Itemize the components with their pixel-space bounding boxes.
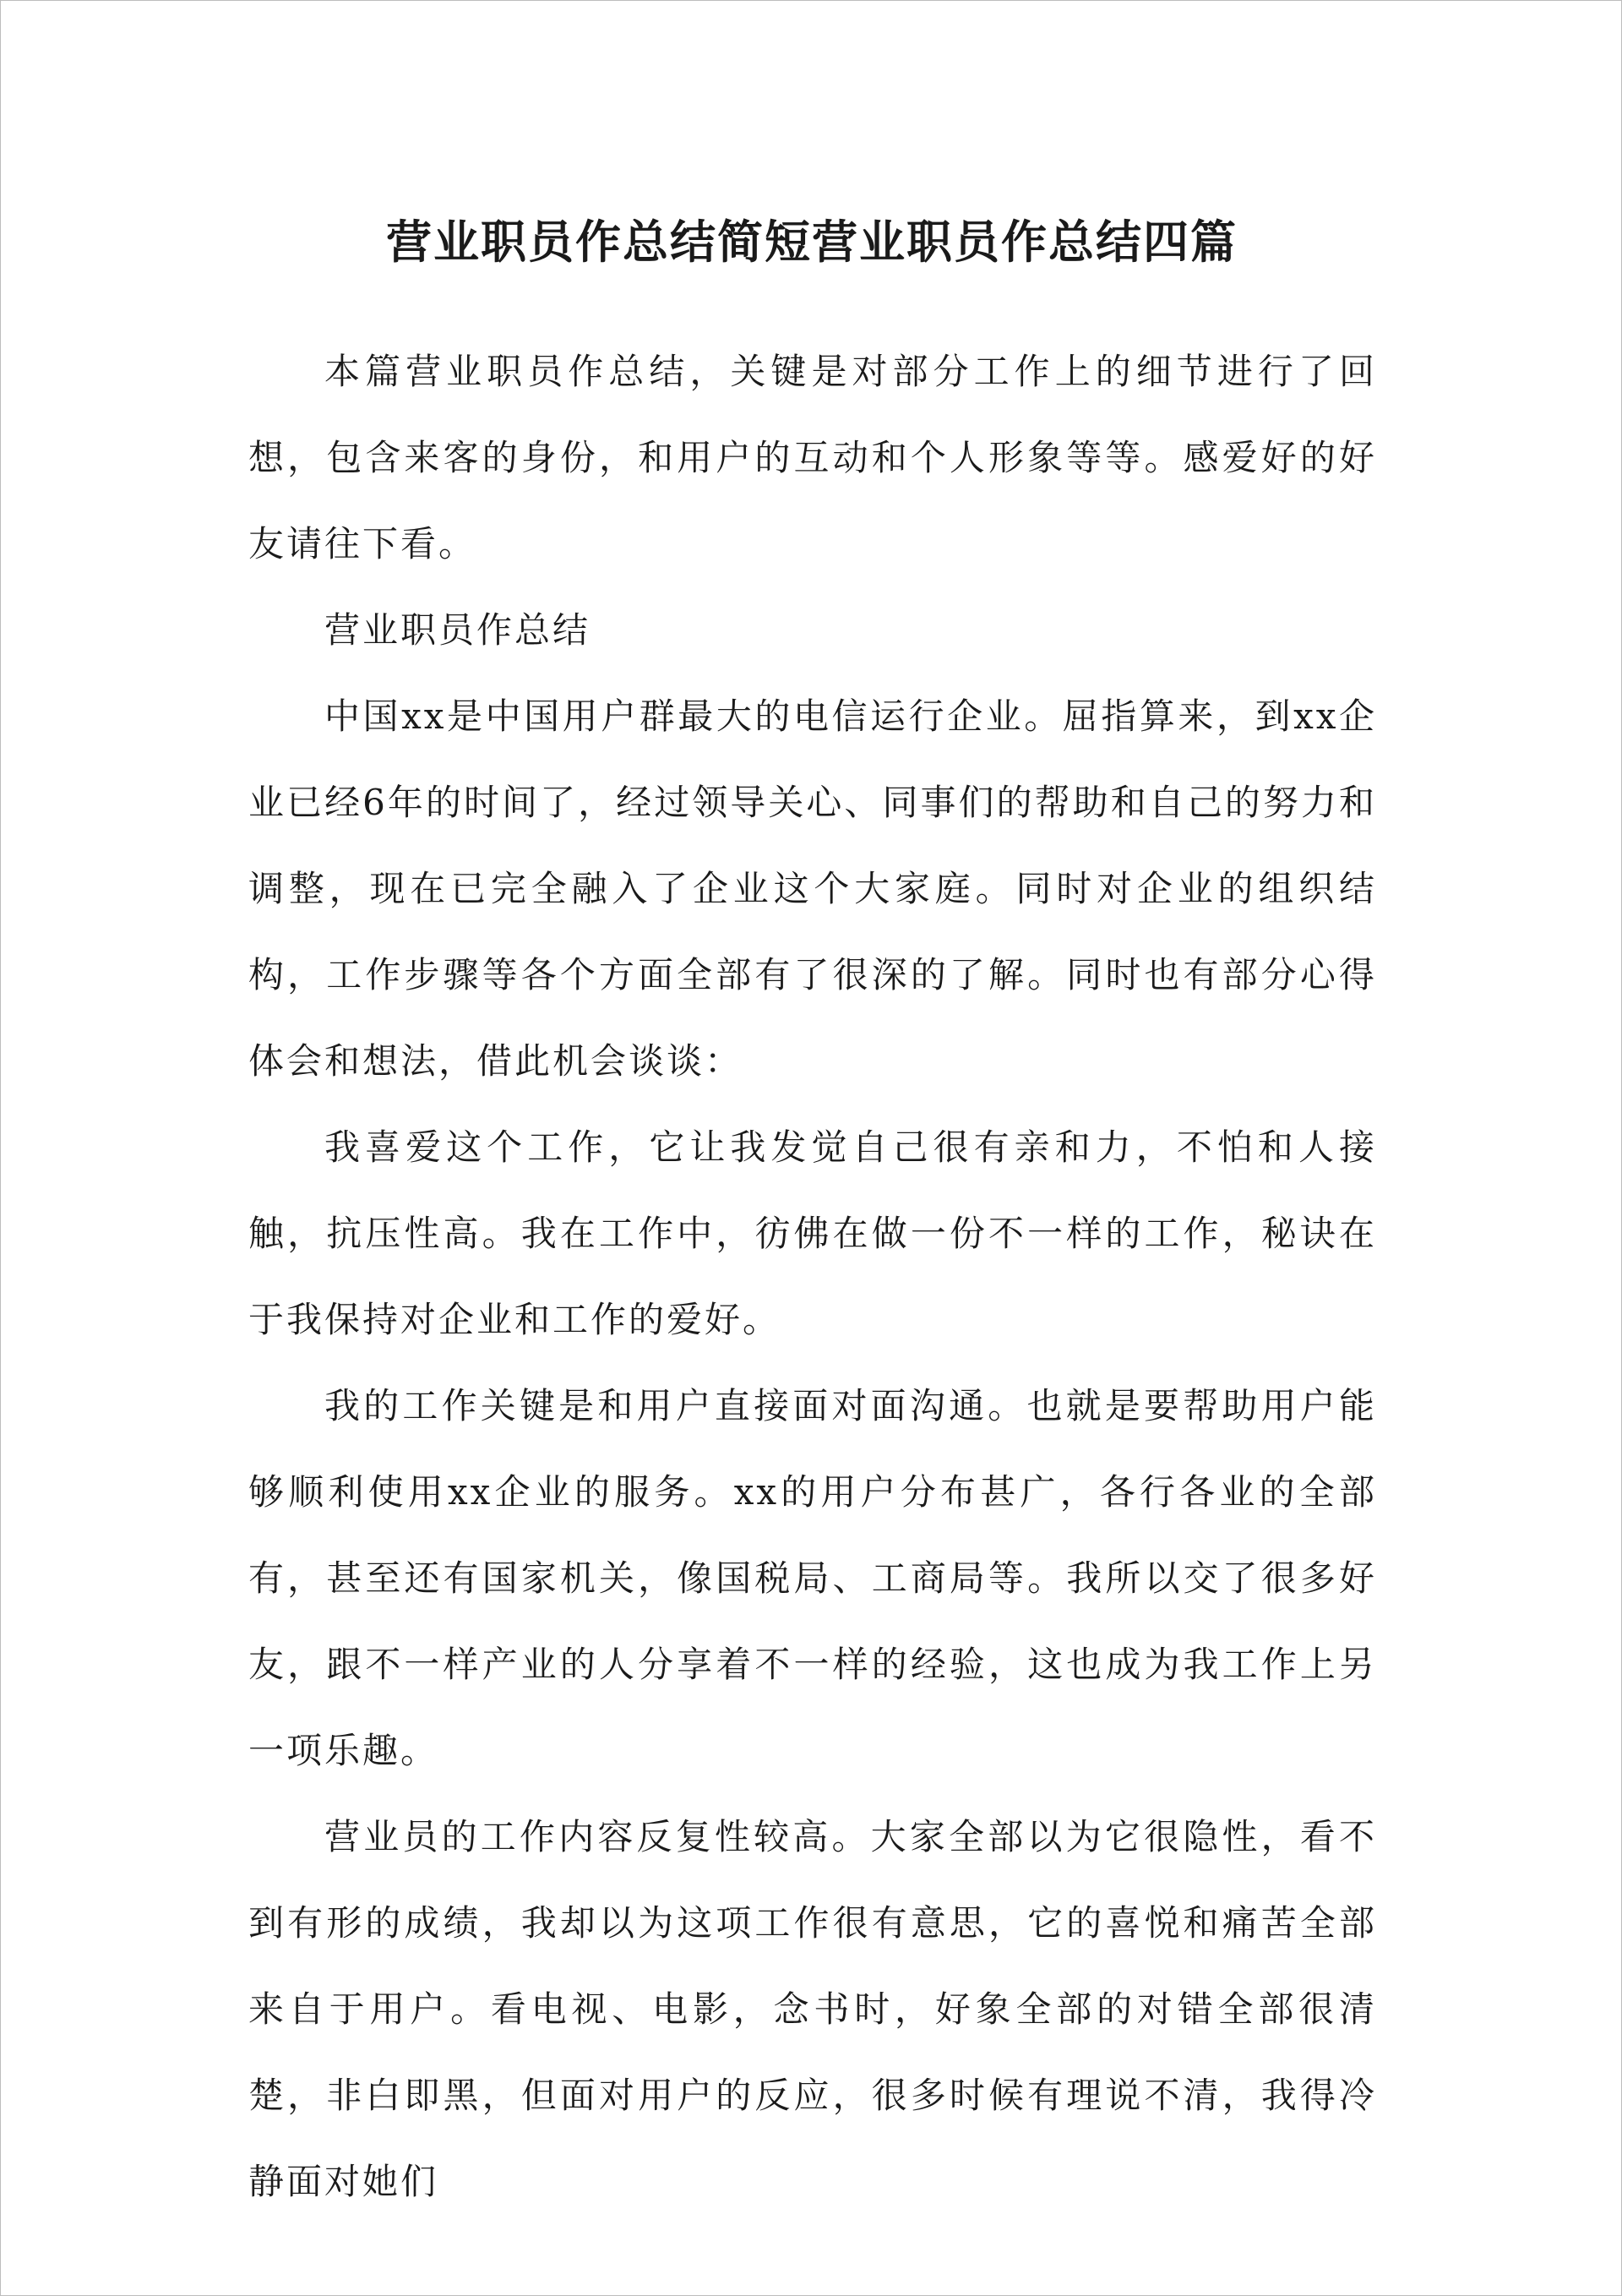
- paragraph-repetitive-work: 营业员的工作内容反复性较高。大家全部以为它很隐性，看不到有形的成绩，我却以为这项工作很有意思，它的喜悦和痛苦全部来自于用户。看电视、电影，念书时，好象全部的对错全部很清楚，非白即黑，但面对用户的反应，很多时候有理说不清，我得冷静面对她们: [248, 1816, 1377, 2202]
- paragraph-customer-contact: 我的工作关键是和用户直接面对面沟通。也就是要帮助用户能够顺利使用xx企业的服务。xx的用户分布甚广，各行各业的全部有，甚至还有国家机关，像国税局、工商局等。我所以交了很多好友，跟不一样产业的人分享着不一样的经验，这也成为我工作上另一项乐趣。: [248, 1385, 1377, 1771]
- document-title: 营业职员作总结简短营业职员作总结四篇: [386, 215, 1238, 269]
- paragraph-intro: 本篇营业职员作总结，关键是对部分工作上的细节进行了回想，包含来客的身份，和用户的互动和个人形象等等。感爱好的好友请往下看。: [248, 351, 1377, 564]
- paragraph-love-work: 我喜爱这个工作，它让我发觉自己很有亲和力，不怕和人接触，抗压性高。我在工作中，彷佛在做一份不一样的工作，秘诀在于我保持对企业和工作的爱好。: [248, 1126, 1377, 1340]
- paragraph-company: 中国xx是中国用户群最大的电信运行企业。屈指算来，到xx企业已经6年的时间了，经过领导关心、同事们的帮助和自己的努力和调整，现在已完全融入了企业这个大家庭。同时对企业的组织结构，工作步骤等各个方面全部有了很深的了解。同时也有部分心得体会和想法，借此机会谈谈：: [248, 695, 1377, 1082]
- section-heading: 营业职员作总结: [324, 609, 591, 651]
- document-body: [248, 329, 1377, 2225]
